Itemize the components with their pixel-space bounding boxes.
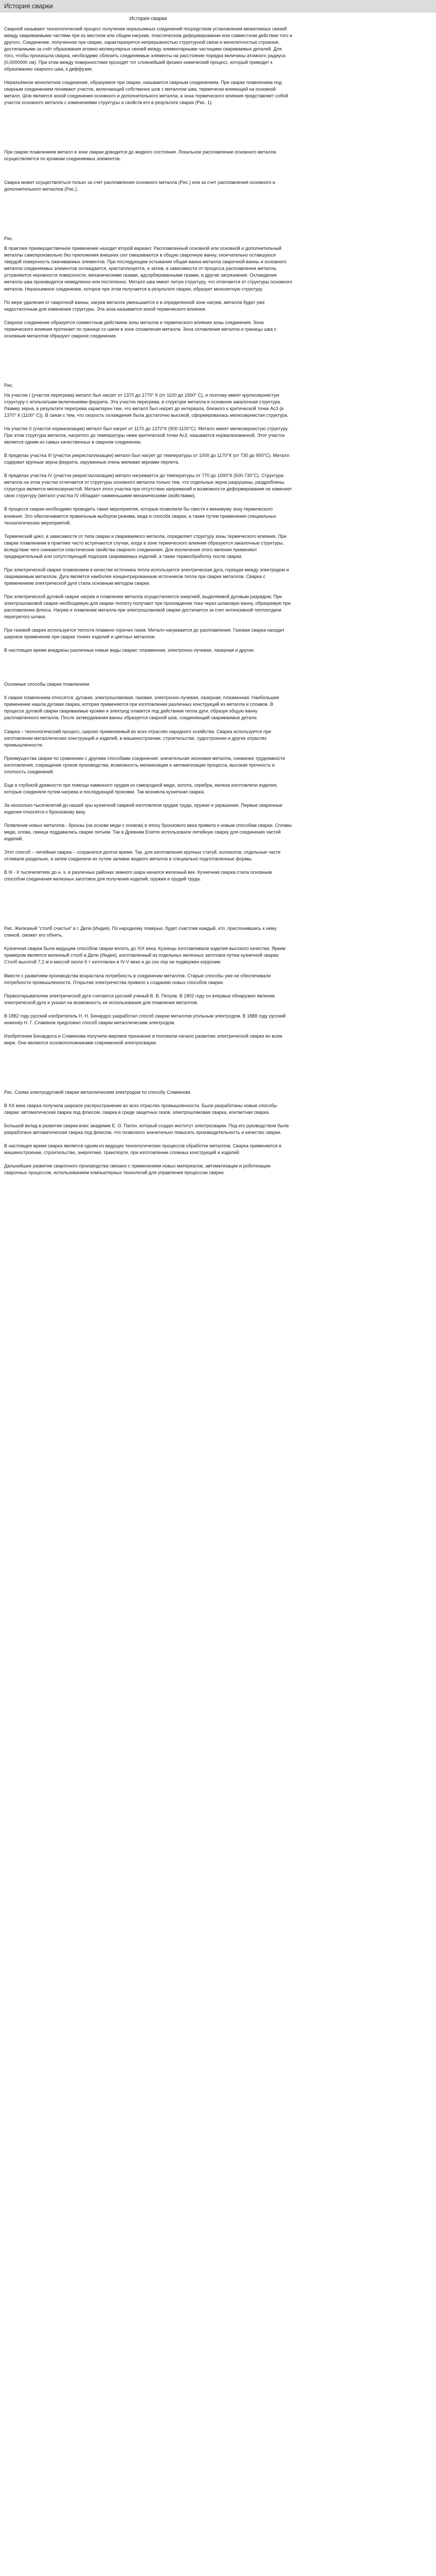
fig2-paragraph-1: В практике преимущественное применение находит второй вариант. Расплавленный основной или основной и дополнительный металлы самопроизвольно без приложения внешних сил смешиваются в общую сварочную ванну, окончательно оставшуюся твердой поверхность смачиваемых элементов. При последующем остывании общая ванна металла сварочной ванны и основного металла соединяемых элементов охлаждается, кристаллизуется, и затем, в зависимости от процесса расплавления металла, устраняются неровности поверхности, механическими газами, адсорбированными газами, и другие загрязнения. Охлаждение металла шва производится немедленно или постепенно. Металл шва имеет литую структуру, что отличается от структуры основного металла. Неразъемное соединение, которое при этом получается в результате сварки, образует монолитную структуру. xyxy=(4,246,292,292)
fig2-paragraph-3: Сварное соединение образуется совместным действием зоны металла и термического влияния зоны соединения. Зона термического влияния протекает по границе со швом в зоне сплавления металла. Зона сплавления металла и границы шва с основным металлом образуют сварное соединение. xyxy=(4,319,276,338)
methods-header: Основные способы сварки плавлением. xyxy=(4,682,91,687)
methods-paragraph-8: В III - II тысячелетиях до н. э. в различных районах земного шара начался железный век. Кузнечная сварка стала основным способом соединения железных заготовок для получения изделий, оружия и орудий труда. xyxy=(4,870,272,882)
fig3-paragraph-1: На участке I (участок перегрева) металл был нагрет от 1370 до 1770° К (от 1100 до 1500° С), и поэтому имеет крупнозернистую структуру с игольчатыми включениями феррита. Эта участок перегрева, в структуре металла в основном закалочная структура. Размер зерна, в результате перегрева характерен тем, что металл был нагрет до интервала, близкого к критической точке Ас3 (в 1370° К (1100° С)). В связи с тем, что скорость охлаждения была достаточно высокой, сформировалась мелкозернистая структура. xyxy=(4,392,289,418)
methods-paragraph-7: Этот способ – литейная сварка – сохранялся долгое время. Так, для изготовления крупных статуй, колоколов, отдельные части отливали раздельно, а затем соединяли их путем заливки жидкого металла в специально подготовленные формы. xyxy=(4,850,281,862)
slavyanov-paragraph-2: Большой вклад в развитие сварки внес академик Е. О. Патон, который создал институт электросварки. Под его руководством была разработана автоматическая сварка под флюсом, что позволило значительно повысить производительность и качество сварки. xyxy=(4,1123,289,1136)
methods-paragraph-6: Появление новых металлов - бронзы (на основе меди с оловом) в эпоху бронзового века привело к новым способам сварки. Сплавы меди, олова, свинца поддавались сварке литьем. Так в Древнем Египте использовали литейную сварку для соединения частей изделий. xyxy=(4,822,292,842)
article-title: История сварки xyxy=(129,16,167,22)
methods-paragraph-2: Сварка – технологический процесс, широко применяемый во всех отраслях народного хозяйства. Сварка используется при изготовлении металлических конструкций и изделий, в машиностроении, строительстве, судостроении и других отраслях промышленности. xyxy=(4,728,271,748)
intro-paragraph-2: Неразъёмное монолитное соединение, образуемое при сварке, называется сварным соединением. При сварке плавлением под сварным соединением понимают участок, включающий собственно шов с металлом шва, термически влияющей на основной металл. Шов является зоной соединения основного и дополнительного металла, а зона термического влияния представляет собой участок основного металла с изменениями структуры и свойств его в результате сварки (Рис. 1). xyxy=(4,79,288,105)
fig1-note: Сварка может осуществляться только за счет расплавления основного металла (Рис.) или за счет расплавления основного и дополнительного металлов (Рис.). xyxy=(4,180,275,192)
slavyanov-paragraph-4: Дальнейшее развитие сварочного производства связано с применением новых материалов, автоматизации и роботизации сварочных процессов, использованием компьютерных технологий для управления процессом сварки. xyxy=(4,1163,271,1176)
pillar-paragraph-4: В 1882 году русский изобретатель Н. Н. Бенардос разработал способ сварки металлов угольным электродом. В 1888 году русский инженер Н. Г. Славянов предложил способ сварки металлическим электродом. xyxy=(4,1013,286,1025)
intro-paragraph-1: Сварной называют технологический процесс получения неразъемных соединений посредством установления межатомных связей между свариваемыми частями при их местном или общем нагреве, пластическом деформировании или совместном действии того и другого. Соединение, полученное при сварке, характеризуется непрерывностью структурной связи и монолитностью строения, достигаемыми за счёт образования атомно-молекулярных связей между элементарными частицами свариваемых деталей. Для того, чтобы произошла сварка, необходимо сблизить соединяемые элементы на расстояние порядка величины атомного радиуса (0,0000000 см). При этом между поверхностями проходят тот сложнейший физико-химический процесс, который приводит к образованию сварного шва, к диффузии. xyxy=(4,26,292,72)
fig2-paragraph-2: По мере удаления от сварочной ванны, нагрев металла уменьшается и в определенной зоне нагрев, металла будет уже недостаточным для изменения структуры. Эта зона называется зоной термического влияния. xyxy=(4,299,265,312)
pillar-paragraph-2: Вместе с развитием производства возрастала потребность в соединении металлов. Старые способы уже не обеспечивали потребности промышленности. Открытие электричества привело к созданию новых способов сварки. xyxy=(4,973,271,985)
fig3-paragraph-6: Термический цикл, в зависимости от типа сварки и свариваемого металла, определяет структуру зоны термического влияния. При сварке плавлением в практике часто встречаются случаи, когда в зоне термического влияния образуются закалочные структуры, вследствие чего снижаются пластические свойства сварного соединения. Для исключения этого явления применяют предварительный или сопутствующий подогрев свариваемых изделий, а также термообработку после сварки. xyxy=(4,533,287,559)
fig3-paragraph-4: В пределах участка IV (участок рекристаллизации) металл нагревается до температуры от 770 до 1000°К (500-730°С). Структура металла на этом участке отличается от структуры основного металла только тем, что отдельные зерна разрушены, раздроблены, структура является мелкозернистой. Металл этого участка при отсутствии напряжений и возможности деформирования не изменяет свою структуру (металл участка IV обладает наименьшими механическими свойствами). xyxy=(4,473,292,499)
page-header-title: История сварки xyxy=(4,2,53,10)
methods-paragraph-3: Преимущества сварки по сравнению с другими способами соединения: значительная экономия металла, снижение трудоемкости изготовления, сокращение сроков производства, возможность механизации и автоматизации процесса, высокая прочность и плотность соединений. xyxy=(4,755,285,774)
pillar-paragraph-1: Кузнечная сварка была ведущим способом сварки вплоть до XIX века. Кузнецы изготавливали изделия высокого качества. Ярким примером является железный столб в Дели (Индия), изготовленный из отдельных железных заготовок путем кузнечной сварки. Столб высотой 7,2 м и массой около 6 т изготовлен в IV-V веке и до сих пор не подвержен коррозии. xyxy=(4,946,286,965)
fig3-paragraph-10: В настоящее время внедрены различные новые виды сварки: плазменная, электронно-лучевая, лазерная и другие. xyxy=(4,648,255,653)
pillar-caption: Рис. Железный "столб счастья" в г. Дели (Индия). По народному поверью, будет счастлив каждый, кто, прислонившись к нему спиной, сможет его обнять. xyxy=(4,926,277,938)
header-bar xyxy=(0,0,436,12)
fig3-paragraph-2: На участке II (участок нормализации) металл был нагрет от 1170 до 1370°К (900-1100°С). Металл имеет мелкозернистую структуру. При этом структура металла, нагретого до температуры ниже критической точки Ас3, называется нормализованной. Этот участок является одним из самых качественных в сварном соединении. xyxy=(4,426,289,445)
figure-3-placeholder xyxy=(4,346,292,382)
slavyanov-paragraph-1: В XX веке сварка получила широкое распространение во всех отраслях промышленности. Были разработаны новые способы сварки: автоматическая сварка под флюсом, сварка в среде защитных газов, электрошлаковая сварка, контактная сварка. xyxy=(4,1103,277,1115)
article-content xyxy=(0,12,297,1176)
methods-paragraph-5: За несколько тысячелетий до нашей эры кузнечной сваркой изготовляли орудия труда, оружие и украшения. Первые сваренные изделия относятся к бронзовому веку. xyxy=(4,802,283,815)
fig3-paragraph-5: В процессе сварки необходимо проводить такие мероприятия, которые позволили бы свести к минимуму зону термического влияния. Это обеспечивается правильным выбором режима, вида и способа сварки, а также путем применения специальных технологических мероприятий. xyxy=(4,506,276,526)
slavyanov-paragraph-3: В настоящее время сварка является одним из ведущих технологических процессов обработки металлов. Сварка применяется в машиностроении, строительстве, энергетике, транспорте, при изготовлении сложных конструкций и изделий. xyxy=(4,1143,282,1156)
slavyanov-caption: Рис. Схема электродуговой сварки металлическим электродом по способу Славянова xyxy=(4,1089,190,1095)
fig3-label: Рис. xyxy=(4,382,14,388)
pillar-paragraph-3: Первооткрывателем электрической дуги считается русский ученый В. В. Петров. В 1802 году он впервые обнаружил явление электрической дуги и указал на возможность ее использования для плавления металлов. xyxy=(4,993,275,1005)
figure-pillar-placeholder xyxy=(4,889,292,925)
figure-slavyanov-placeholder xyxy=(4,1053,292,1089)
methods-paragraph-4: Еще в глубокой древности при помощи каменного орудия из самородной меди, золота, серебра, железа изготовляли изделия, которые соединяли путем нагрева и последующей проковки. Так возникла кузнечная сварка. xyxy=(4,782,278,794)
fig2-label: Рис. xyxy=(4,236,14,242)
fig3-paragraph-7: При электрической сварке плавлением в качестве источника тепла используется электрическая дуга, горящая между электродом и свариваемым металлом. Дуга является наиболее концентрированным источником тепла при сварке металлов. Сварка с применением электрической дуги стала основным методом сварки. xyxy=(4,567,289,586)
fig1-caption: При сварке плавлением металл в зоне сварки доводится до жидкого состояния. Локальное расплавление основного металла осуществляется по кромкам соединяемых элементов. xyxy=(4,149,276,162)
fig3-paragraph-3: В пределах участка III (участок рекристаллизации) металл был нагрет до температуры от 1000 до 1170°К (от 730 до 900°С). Металл содержит крупные зерна феррита, окруженные очень мелкими зернами перлита. xyxy=(4,453,290,465)
fig3-paragraph-8: При электрической дуговой сварке нагрев и плавление металла осуществляется энергией, выделяемой дуговым разрядом. При электрошлаковой сварке необходимую для сварки теплоту получают при прохождении тока через шлаковую ванну, образуемую при расплавлении флюса. Нагрев и плавление металла при электрошлаковой сварке достигается за счет интенсивной теплоотдачи перегретого шлака. xyxy=(4,594,291,620)
figure-2-placeholder xyxy=(4,199,292,235)
figure-1-placeholder xyxy=(4,113,292,149)
fig3-paragraph-9: При газовой сварке используется теплота пламени горючих газов. Металл нагревается до расплавления. Газовая сварка находит широкое применение при сварке тонких изделий и цветных металлов. xyxy=(4,628,285,640)
methods-paragraph-1: К сварке плавлением относятся: дуговая, электрошлаковая, газовая, электронно-лучевая, лазерная, плазменная. Наибольшее применение нашла дуговая сварка, которая применяется при изготовлении различных конструкций из металла и сплавов. В процессе дуговой сварки свариваемые кромки и электрод плавятся под действием тепла дуги, образуя общую ванну расплавленного металла. После затвердевания ванны образуется сварной шов, соединяющий свариваемые детали. xyxy=(4,695,280,721)
pillar-paragraph-5: Изобретения Бенардоса и Славянова получили мировое признание и положили начало развитию электрической сварки во всем мире. Они являются основоположниками современной электросварки. xyxy=(4,1033,283,1045)
